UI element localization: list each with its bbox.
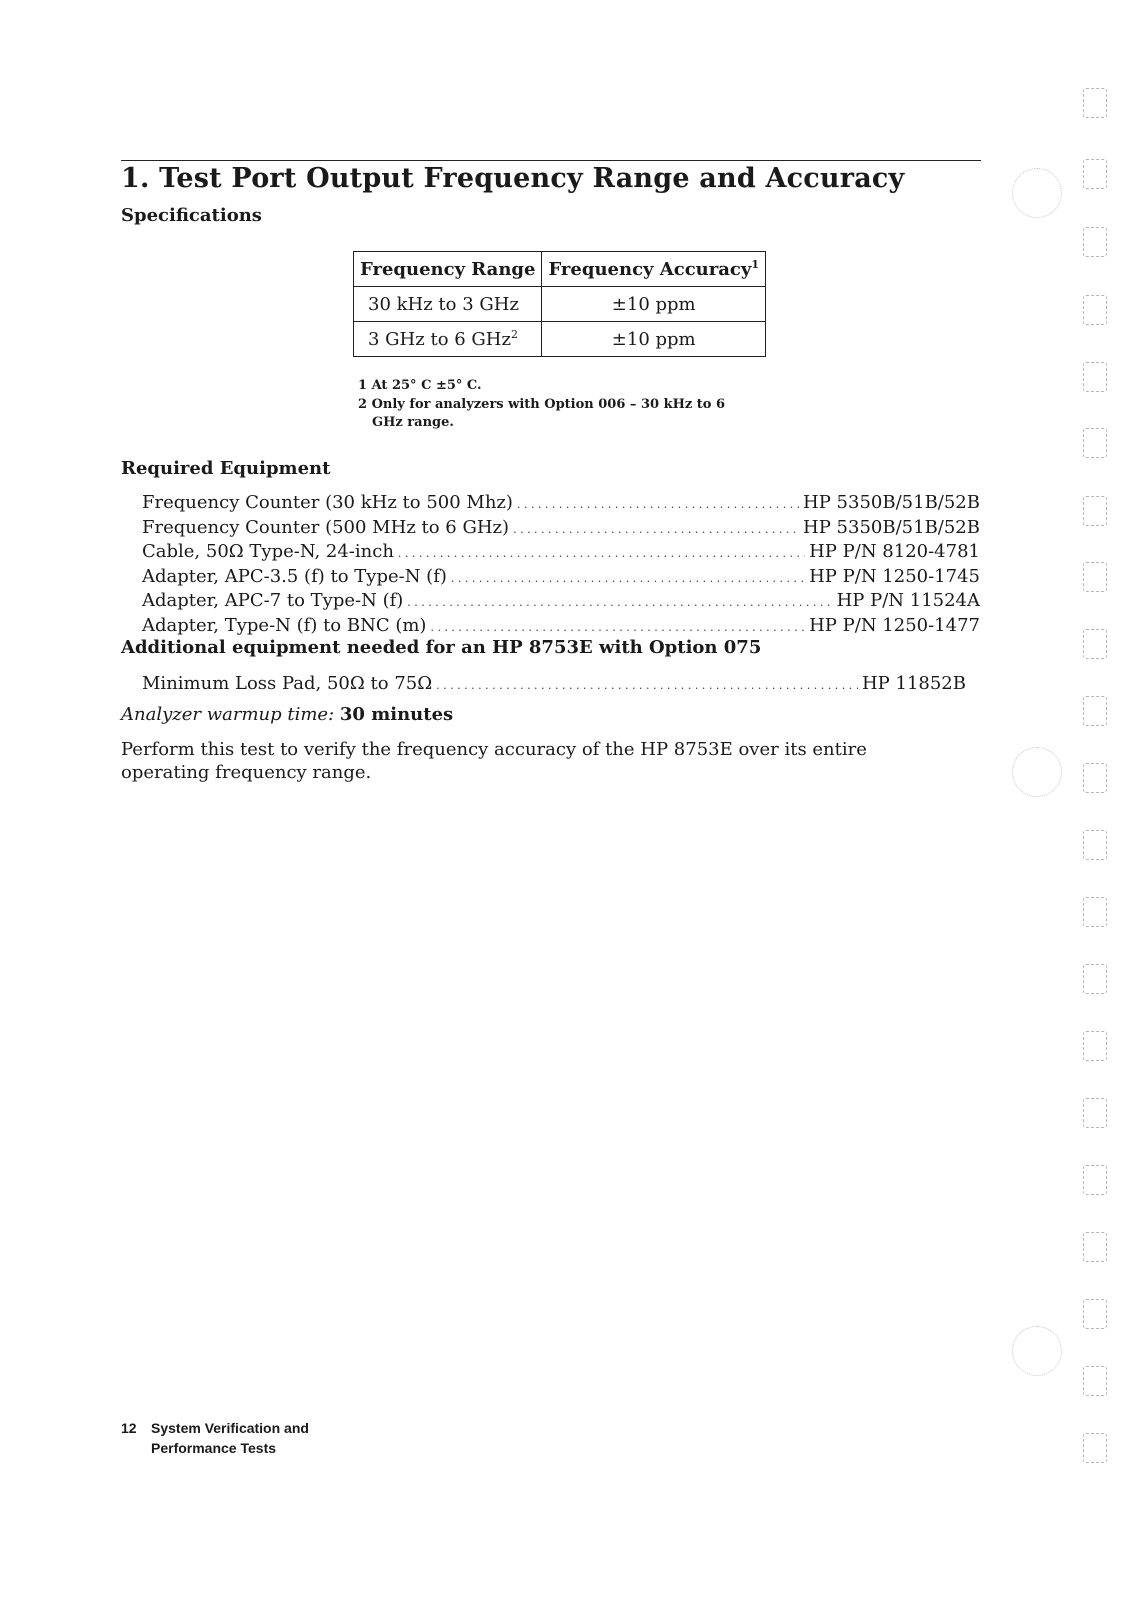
range-value: 3 GHz to 6 GHz bbox=[368, 328, 511, 350]
index-tab bbox=[1083, 629, 1107, 659]
table-cell-range bbox=[354, 322, 542, 357]
table-footnotes bbox=[358, 376, 738, 432]
table-row bbox=[354, 322, 766, 357]
index-tab bbox=[1083, 1366, 1107, 1396]
equipment-name: Adapter, Type-N (f) to BNC (m) bbox=[142, 614, 427, 636]
equipment-name: Frequency Counter (500 MHz to 6 GHz) bbox=[142, 516, 510, 538]
footer-section-line-2: Performance Tests bbox=[151, 1440, 277, 1456]
page-footer bbox=[121, 1418, 309, 1458]
list-item bbox=[142, 615, 980, 640]
range-value: 30 kHz to 3 GHz bbox=[368, 293, 519, 315]
equipment-name: Minimum Loss Pad, 50Ω to 75Ω bbox=[142, 673, 433, 694]
index-tab bbox=[1083, 428, 1107, 458]
list-item bbox=[142, 590, 980, 615]
part-number: HP 11852B bbox=[861, 673, 966, 694]
warmup-value: 30 minutes bbox=[339, 704, 454, 725]
binder-hole bbox=[1012, 747, 1062, 797]
equipment-name: Adapter, APC-7 to Type-N (f) bbox=[142, 590, 404, 612]
column-header-frequency-range bbox=[354, 252, 542, 287]
page-title: 1. Test Port Output Frequency Range and Accuracy bbox=[121, 163, 905, 194]
equipment-name: Frequency Counter (30 kHz to 500 Mhz) bbox=[142, 492, 513, 513]
additional-equipment-heading: Additional equipment needed for an HP 8753E with Option 075 bbox=[121, 637, 762, 658]
index-tab bbox=[1083, 1232, 1107, 1262]
list-item bbox=[142, 517, 980, 542]
dot-leader bbox=[436, 673, 858, 694]
required-equipment-heading: Required Equipment bbox=[121, 458, 331, 479]
index-tab bbox=[1083, 295, 1107, 325]
index-tab bbox=[1083, 159, 1107, 189]
column-header-label: Frequency Range bbox=[360, 258, 536, 280]
part-number: HP P/N 11524A bbox=[836, 590, 980, 612]
dot-leader bbox=[517, 492, 799, 517]
dot-leader bbox=[430, 615, 805, 640]
required-equipment-list bbox=[142, 492, 980, 640]
part-number: HP P/N 1250-1477 bbox=[809, 614, 980, 636]
footer-section-line-1: System Verification and bbox=[151, 1420, 309, 1436]
body-paragraph: Perform this test to verify the frequency accuracy of the HP 8753E over its entire operating frequency range. bbox=[121, 739, 867, 783]
specifications-heading: Specifications bbox=[121, 205, 262, 226]
dot-leader bbox=[407, 590, 832, 615]
table-cell-accuracy: ±10 ppm bbox=[542, 287, 766, 322]
list-item bbox=[142, 673, 966, 694]
index-tab bbox=[1083, 562, 1107, 592]
specifications-table bbox=[353, 251, 766, 357]
table-row bbox=[354, 287, 766, 322]
index-tab bbox=[1083, 227, 1107, 257]
list-item bbox=[142, 492, 980, 517]
index-tab bbox=[1083, 1299, 1107, 1329]
index-tab bbox=[1083, 1098, 1107, 1128]
table-header-row bbox=[354, 252, 766, 287]
footnote-2: 2 Only for analyzers with Option 006 – 30 kHz to 6 GHz range. bbox=[358, 397, 726, 430]
footnote-marker: 2 bbox=[510, 327, 518, 341]
title-rule bbox=[121, 160, 981, 161]
equipment-name: Cable, 50Ω Type-N, 24-inch bbox=[142, 541, 394, 563]
part-number: HP 5350B/51B/52B bbox=[803, 516, 980, 538]
index-tab bbox=[1083, 362, 1107, 392]
table-cell-range bbox=[354, 287, 542, 322]
binder-hole bbox=[1012, 168, 1062, 218]
index-tab bbox=[1083, 763, 1107, 793]
index-tab bbox=[1083, 897, 1107, 927]
footer-section bbox=[151, 1418, 309, 1458]
index-tab bbox=[1083, 1165, 1107, 1195]
list-item bbox=[142, 566, 980, 591]
index-tab-strip bbox=[1083, 88, 1109, 1488]
warmup-label: Analyzer warmup time: bbox=[121, 704, 335, 725]
warmup-line bbox=[121, 704, 453, 725]
list-item bbox=[142, 541, 980, 566]
dot-leader bbox=[398, 541, 805, 566]
index-tab bbox=[1083, 1433, 1107, 1463]
binder-hole bbox=[1012, 1326, 1062, 1376]
index-tab bbox=[1083, 1031, 1107, 1061]
equipment-name: Adapter, APC-3.5 (f) to Type-N (f) bbox=[142, 565, 447, 587]
part-number: HP 5350B/51B/52B bbox=[803, 492, 980, 513]
index-tab bbox=[1083, 830, 1107, 860]
part-number: HP P/N 8120-4781 bbox=[809, 541, 980, 563]
index-tab bbox=[1083, 496, 1107, 526]
page-number: 12 bbox=[121, 1420, 137, 1436]
index-tab bbox=[1083, 88, 1107, 118]
footnote-1: 1 At 25° C ±5° C. bbox=[358, 378, 482, 393]
column-header-label: Frequency Accuracy bbox=[548, 258, 752, 280]
footnote-marker: 1 bbox=[751, 257, 759, 271]
index-tab bbox=[1083, 696, 1107, 726]
index-tab bbox=[1083, 964, 1107, 994]
dot-leader bbox=[513, 517, 799, 542]
dot-leader bbox=[451, 566, 805, 591]
part-number: HP P/N 1250-1745 bbox=[809, 565, 980, 587]
table-cell-accuracy: ±10 ppm bbox=[542, 322, 766, 357]
column-header-frequency-accuracy bbox=[542, 252, 766, 287]
